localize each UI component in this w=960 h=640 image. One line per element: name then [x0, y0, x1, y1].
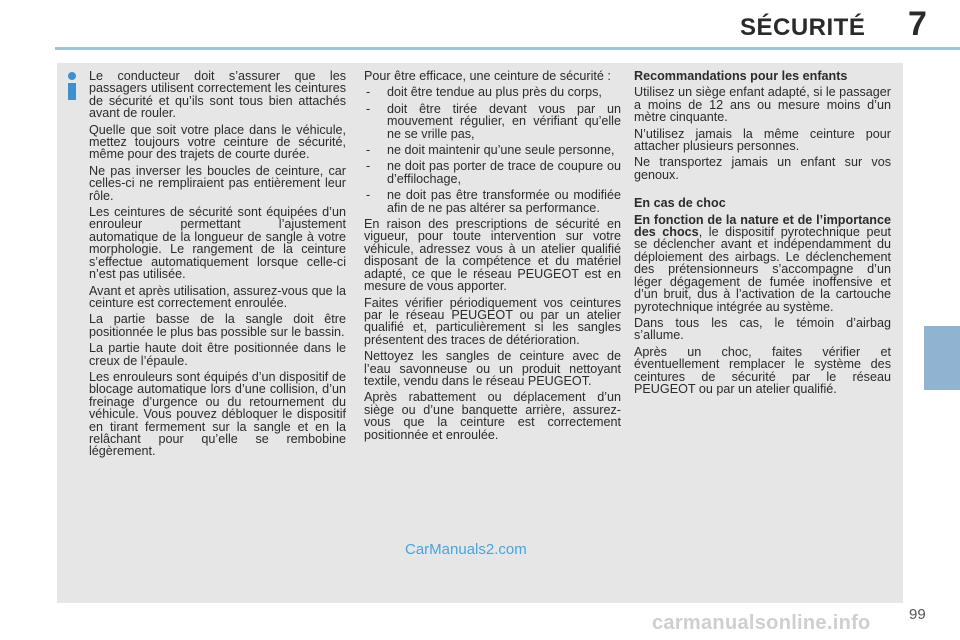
list-item — [364, 160, 621, 185]
lead-rest: , le dispositif pyrotechnique peut se déclencher avant et indépendamment du déploiement des airbags. Le déclenchement des prétensionneurs s’accompagne d’un léger dégagement de fumée inoffensive et d’un bruit, dus à l’activation de la cartouche pyrotechnique intégrée au système. — [634, 225, 891, 314]
info-icon-bar — [68, 83, 76, 100]
paragraph: Après un choc, faites vérifier et éventuellement remplacer le système des ceintures de sécurité par le réseau PEUGEOT ou par un atelier qualifié. — [634, 344, 891, 396]
info-icon-dot — [68, 72, 76, 80]
paragraph: Quelle que soit votre place dans le véhicule, mettez toujours votre ceinture de sécurité, même pour des trajets de courte durée. — [89, 122, 346, 162]
list-item-text: ne doit maintenir qu’une seule personne, — [387, 143, 615, 158]
paragraph: Utilisez un siège enfant adapté, si le passager a moins de 12 ans ou mesure moins d’un mètre cinquante. — [634, 85, 891, 125]
column-1 — [89, 70, 346, 462]
column-2 — [364, 70, 621, 445]
dash-bullet: - — [366, 159, 371, 174]
paragraph: Faites vérifier périodiquement vos ceintures par le réseau PEUGEOT ou par un atelier qualifié et, particulièrement si les sangles présentent des traces de détérioration. — [364, 295, 621, 347]
paragraph: Ne transportez jamais un enfant sur vos genoux. — [634, 155, 891, 182]
header-rule — [55, 47, 960, 50]
section-heading-children: Recommandations pour les enfants — [634, 69, 848, 83]
list-item-text: doit être tendue au plus près du corps, — [387, 85, 602, 100]
column-3 — [634, 70, 891, 399]
paragraph: Nettoyez les sangles de ceinture avec de l’eau savonneuse ou un produit nettoyant textile, vendu dans le réseau PEUGEOT. — [364, 349, 621, 388]
bold-lead: En fonction de la nature et de l’importance des chocs — [634, 212, 891, 240]
list-item-text: ne doit pas être transformée ou modifiée afin de ne pas altérer sa performance. — [387, 188, 621, 215]
site-watermark: carmanualsonline.info — [652, 612, 871, 634]
chapter-tab — [924, 326, 960, 390]
requirements-list — [364, 86, 621, 214]
list-item — [364, 86, 621, 98]
dash-bullet: - — [366, 188, 371, 203]
paragraph: La partie basse de la sangle doit être positionnée le plus bas possible sur le bassin. — [89, 312, 346, 339]
page-title: SÉCURITÉ — [740, 14, 866, 41]
paragraph: Ne pas inverser les boucles de ceinture, car celles-ci ne rempliraient pas entièrement leur rôle. — [89, 163, 346, 203]
paragraph: Les enrouleurs sont équipés d’un dispositif de blocage automatique lors d’une collision, d’un freinage d’urgence ou du retournement du véhicule. Vous pouvez débloquer le dispositif en tirant fermement sur la sangle et en la relâchant pour qu’elle se rembobine légèrement. — [89, 369, 346, 459]
dash-bullet: - — [366, 143, 371, 158]
intro-text: Pour être efficace, une ceinture de sécurité : — [364, 69, 611, 83]
paragraph: Avant et après utilisation, assurez-vous que la ceinture est correctement enroulée. — [89, 283, 346, 310]
page-number: 99 — [909, 606, 926, 623]
list-item — [364, 189, 621, 214]
list-item-text: doit être tirée devant vous par un mouvement régulier, en vérifiant qu’elle ne se vrille pas, — [387, 101, 621, 141]
list-item-text: ne doit pas porter de trace de coupure ou d’effilochage, — [387, 159, 621, 186]
list-item — [364, 103, 621, 140]
paragraph: La partie haute doit être positionnée dans le creux de l’épaule. — [89, 341, 346, 368]
list-item — [364, 144, 621, 156]
paragraph — [634, 214, 891, 313]
paragraph: Le conducteur doit s’assurer que les passagers utilisent correctement les ceintures de sécurité et qu’ils sont tous bien attachés avant de rouler. — [89, 69, 346, 121]
section-heading-crash: En cas de choc — [634, 196, 726, 211]
paragraph: Dans tous les cas, le témoin d’airbag s’allume. — [634, 315, 891, 343]
watermark-link[interactable]: CarManuals2.com — [405, 541, 527, 558]
info-icon — [66, 72, 78, 100]
paragraph: En raison des prescriptions de sécurité en vigueur, pour toute intervention sur votre véhicule, adressez vous à un atelier qualifié disposant de la compétence et du matériel adapté, ce que le réseau PEUGEOT est en mesure de vous apporter. — [364, 217, 621, 294]
paragraph: Les ceintures de sécurité sont équipées d’un enrouleur permettant l’ajustement automatique de la longueur de sangle à votre morphologie. Le rangement de la ceinture s’effectue automatiquement lorsque celle-ci n’est pas utilisée. — [89, 205, 346, 282]
dash-bullet: - — [366, 101, 371, 116]
chapter-number: 7 — [908, 5, 927, 43]
paragraph: Après rabattement ou déplacement d’un siège ou d’une banquette arrière, assurez-vous que la ceinture est correctement positionnée et enroulée. — [364, 390, 621, 442]
paragraph: N’utilisez jamais la même ceinture pour attacher plusieurs personnes. — [634, 126, 891, 154]
dash-bullet: - — [366, 85, 371, 100]
